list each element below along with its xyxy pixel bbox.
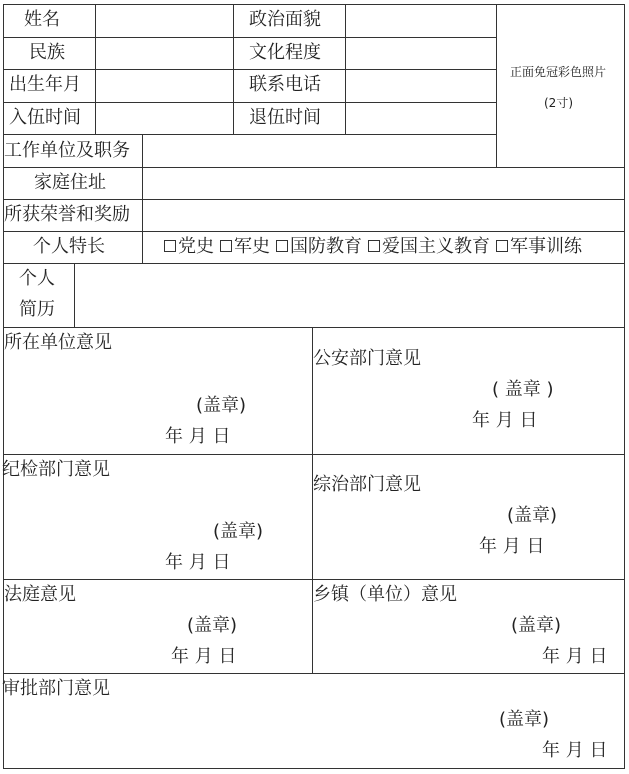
approval-opinion-title: 审批部门意见 <box>2 678 110 699</box>
date-text: 年 月 日 <box>472 410 538 431</box>
date-text: 年 月 日 <box>165 552 231 573</box>
label-discharge-date: 退伍时间 <box>249 107 321 128</box>
label-enlist-date: 入伍时间 <box>9 107 81 128</box>
specialty-option[interactable]: 党史 <box>164 236 214 257</box>
seal-text: (盖章) <box>187 615 238 636</box>
home-address-field[interactable] <box>143 168 624 199</box>
label-name: 姓名 <box>24 9 60 30</box>
label-resume: 个人 <box>19 268 55 289</box>
checkbox-icon[interactable] <box>220 240 232 252</box>
education-field[interactable] <box>346 38 496 69</box>
photo-size: (2寸) <box>544 96 573 110</box>
name-field[interactable] <box>96 5 233 37</box>
label-education: 文化程度 <box>249 42 321 63</box>
court-opinion-title: 法庭意见 <box>4 584 76 605</box>
seal-text: (盖章) <box>213 521 264 542</box>
resume-field[interactable] <box>75 264 624 327</box>
label-home-address: 家庭住址 <box>34 172 106 193</box>
date-text: 年 月 日 <box>171 646 237 667</box>
photo-box[interactable] <box>497 5 624 167</box>
grid-line <box>3 4 4 769</box>
checkbox-icon[interactable] <box>496 240 508 252</box>
specialty-option[interactable]: 国防教育 <box>276 236 362 257</box>
checkbox-icon[interactable] <box>276 240 288 252</box>
grid-line <box>3 454 625 455</box>
discharge-date-field[interactable] <box>346 103 496 134</box>
specialty-option[interactable]: 军事训练 <box>496 236 582 257</box>
enlist-date-field[interactable] <box>96 103 233 134</box>
specialty-option[interactable]: 军史 <box>220 236 270 257</box>
ethnicity-field[interactable] <box>96 38 233 69</box>
grid-line <box>3 768 625 769</box>
specialty-option[interactable]: 爱国主义教育 <box>368 236 490 257</box>
work-unit-field[interactable] <box>143 135 496 167</box>
grid-line <box>3 673 625 674</box>
discipline-opinion-title: 纪检部门意见 <box>2 459 110 480</box>
label-phone: 联系电话 <box>249 74 321 95</box>
label-birth-date: 出生年月 <box>9 74 81 95</box>
label-specialty: 个人特长 <box>33 236 105 257</box>
label-work-unit: 工作单位及职务 <box>4 140 130 161</box>
date-text: 年 月 日 <box>479 536 545 557</box>
seal-text: (盖章) <box>511 615 562 636</box>
checkbox-icon[interactable] <box>164 240 176 252</box>
grid-line <box>624 4 625 769</box>
seal-text: (盖章) <box>196 395 247 416</box>
specialty-options <box>164 237 582 257</box>
birth-date-field[interactable] <box>96 70 233 102</box>
label-resume-2: 简历 <box>19 299 55 320</box>
date-text: 年 月 日 <box>542 646 608 667</box>
grid-line <box>3 231 625 232</box>
seal-text: (盖章) <box>499 709 550 730</box>
label-political-status: 政治面貌 <box>249 9 321 30</box>
grid-line <box>3 579 625 580</box>
grid-line <box>312 327 313 674</box>
grid-line <box>3 327 625 328</box>
unit-opinion-title: 所在单位意见 <box>4 332 112 353</box>
date-text: 年 月 日 <box>542 740 608 761</box>
photo-caption: 正面免冠彩色照片 <box>510 65 607 79</box>
phone-field[interactable] <box>346 70 496 102</box>
seal-text: (盖章) <box>507 505 558 526</box>
date-text: 年 月 日 <box>165 426 231 447</box>
seal-text: ( 盖章 ) <box>492 379 554 400</box>
comprehensive-opinion-title: 综治部门意见 <box>313 474 421 495</box>
political-status-field[interactable] <box>346 5 496 37</box>
honors-field[interactable] <box>143 200 624 231</box>
label-honors: 所获荣誉和奖励 <box>4 204 130 225</box>
label-ethnicity: 民族 <box>29 42 65 63</box>
grid-line <box>233 4 234 135</box>
township-opinion-title: 乡镇（单位）意见 <box>313 584 457 605</box>
police-opinion-title: 公安部门意见 <box>313 348 421 369</box>
checkbox-icon[interactable] <box>368 240 380 252</box>
